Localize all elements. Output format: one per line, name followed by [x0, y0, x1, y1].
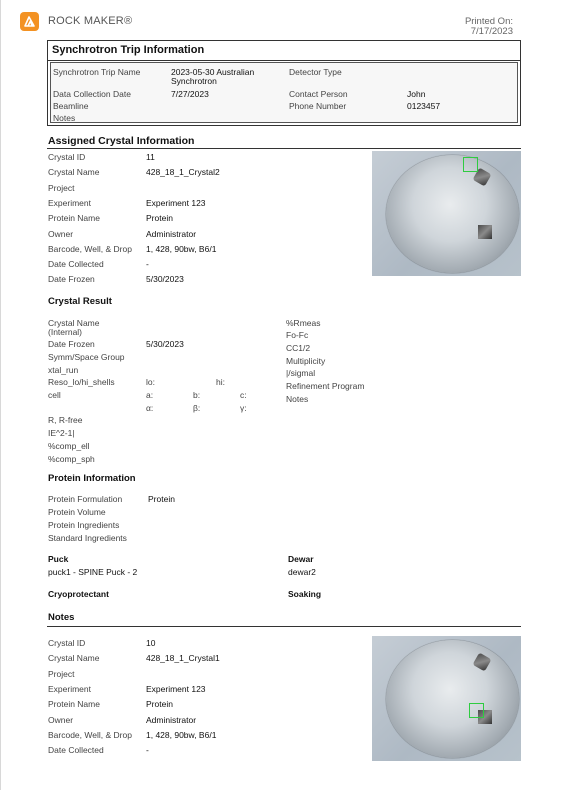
reso-hi-label: hi:	[216, 377, 225, 387]
phone-label: Phone Number	[289, 101, 347, 111]
field-value: 1, 428, 90bw, B6/1	[146, 243, 217, 254]
rock-maker-logo-icon	[20, 12, 39, 31]
field-label: Crystal ID	[48, 638, 86, 648]
reso-label: Reso_lo/hi_shells	[48, 377, 115, 387]
result-notes-label: Notes	[286, 394, 309, 404]
cryoprotectant-label: Cryoprotectant	[48, 589, 109, 599]
section-divider	[47, 148, 521, 149]
date-frozen-value: 5/30/2023	[146, 339, 184, 349]
field-label: Protein Name	[48, 213, 100, 224]
field-value: Administrator	[146, 228, 197, 239]
protein-formulation-value: Protein	[148, 494, 175, 504]
field-label: Owner	[48, 228, 74, 239]
field-label: Project	[48, 182, 75, 193]
crystal-marker	[463, 157, 478, 172]
cell-label: cell	[48, 390, 61, 400]
field-value: 1, 428, 90bw, B6/1	[146, 729, 217, 740]
contact-label: Contact Person	[289, 89, 348, 99]
trip-name-value-2: Synchrotron	[171, 76, 217, 86]
field-label: Experiment	[48, 197, 91, 208]
puck-value: puck1 - SPINE Puck - 2	[48, 567, 138, 577]
reso-lo-label: lo:	[146, 377, 155, 387]
collection-date-label: Data Collection Date	[53, 89, 131, 99]
phone-value: 0123457	[407, 101, 441, 111]
drop-image	[386, 155, 519, 273]
trip-info-body	[50, 62, 518, 123]
trip-info-title: Synchrotron Trip Information	[52, 44, 205, 56]
comp-sph-label: %comp_sph	[48, 454, 95, 464]
protein-ingredients-label: Protein Ingredients	[48, 520, 120, 530]
field-label: Experiment	[48, 683, 91, 694]
trip-notes-label: Notes	[53, 113, 76, 123]
trip-info-box	[47, 40, 521, 126]
notes-title: Notes	[48, 612, 75, 623]
cc-label: CC1/2	[286, 343, 311, 353]
field-label: Date Collected	[48, 745, 104, 756]
crystal-shape	[478, 225, 492, 239]
field-value: Experiment 123	[146, 197, 206, 208]
dewar-label: Dewar	[288, 554, 314, 564]
printed-on	[465, 17, 513, 37]
field-value: Protein	[146, 699, 173, 710]
trip-name-value-1: 2023-05-30 Australian	[171, 67, 255, 77]
section-divider	[47, 626, 521, 627]
multiplicity-label: Multiplicity	[286, 356, 326, 366]
crystal-image-1	[372, 151, 521, 276]
contact-value: John	[407, 89, 426, 99]
field-label: Protein Name	[48, 699, 100, 710]
field-label: Crystal Name	[48, 167, 100, 178]
field-value: 5/30/2023	[146, 274, 184, 285]
field-label: Barcode, Well, & Drop	[48, 243, 132, 254]
cell-a-label: a:	[146, 390, 154, 400]
field-value: -	[146, 259, 149, 270]
detector-label: Detector Type	[289, 67, 342, 77]
field-label: Crystal ID	[48, 152, 86, 162]
field-value: Experiment 123	[146, 683, 206, 694]
protein-formulation-label: Protein Formulation	[48, 494, 123, 504]
ie-label: IE^2-1|	[48, 428, 75, 438]
crystal-image-2	[372, 636, 521, 761]
symm-label: Symm/Space Group	[48, 352, 125, 362]
cell-c-label: c:	[240, 390, 247, 400]
beamline-label: Beamline	[53, 101, 89, 111]
field-label: Crystal Name	[48, 653, 100, 664]
trip-name-label: Synchrotron Trip Name	[53, 67, 141, 77]
collection-date-value: 7/27/2023	[171, 89, 209, 99]
soaking-label: Soaking	[288, 589, 322, 599]
date-frozen-label: Date Frozen	[48, 339, 95, 349]
cell-beta-label: β:	[193, 403, 201, 413]
cell-alpha-label: α:	[146, 403, 154, 413]
standard-ingredients-label: Standard Ingredients	[48, 533, 127, 543]
field-label: Owner	[48, 714, 74, 725]
refinement-label: Refinement Program	[286, 381, 365, 391]
xtal-run-label: xtal_run	[48, 365, 79, 375]
field-label: Barcode, Well, & Drop	[48, 729, 132, 740]
isigma-label: |/sigmal	[286, 368, 316, 378]
assigned-crystal-title: Assigned Crystal Information	[48, 135, 195, 147]
trip-info-header	[48, 41, 520, 61]
rfree-label: R, R-free	[48, 415, 83, 425]
printed-date: 7/17/2023	[470, 26, 513, 37]
field-value: Administrator	[146, 714, 197, 725]
crystal-name-internal-label-2: (Internal)	[48, 327, 83, 337]
drop-image	[386, 640, 519, 758]
field-value: Protein	[146, 213, 173, 224]
cell-b-label: b:	[193, 390, 201, 400]
puck-label: Puck	[48, 554, 69, 564]
dewar-value: dewar2	[288, 567, 316, 577]
field-label: Date Frozen	[48, 274, 95, 285]
cell-gamma-label: γ:	[240, 403, 247, 413]
fofc-label: Fo-Fc	[286, 330, 309, 340]
page-edge	[0, 0, 1, 790]
protein-info-title: Protein Information	[48, 473, 136, 484]
printed-label: Printed On:	[464, 16, 513, 27]
crystal-name-internal-label: Crystal Name	[48, 318, 100, 328]
field-value: 428_18_1_Crystal2	[146, 167, 220, 178]
rmeas-label: %Rmeas	[286, 318, 321, 328]
crystal-marker	[469, 703, 484, 718]
field-value: 428_18_1_Crystal1	[146, 653, 220, 664]
protein-volume-label: Protein Volume	[48, 507, 106, 517]
field-value: 10	[146, 638, 156, 648]
field-value: 11	[146, 152, 155, 162]
field-value: -	[146, 745, 149, 756]
field-label: Date Collected	[48, 259, 104, 270]
field-label: Project	[48, 668, 75, 679]
comp-ell-label: %comp_ell	[48, 441, 90, 451]
crystal-result-title: Crystal Result	[48, 296, 112, 307]
brand-name: ROCK MAKER®	[48, 15, 133, 27]
